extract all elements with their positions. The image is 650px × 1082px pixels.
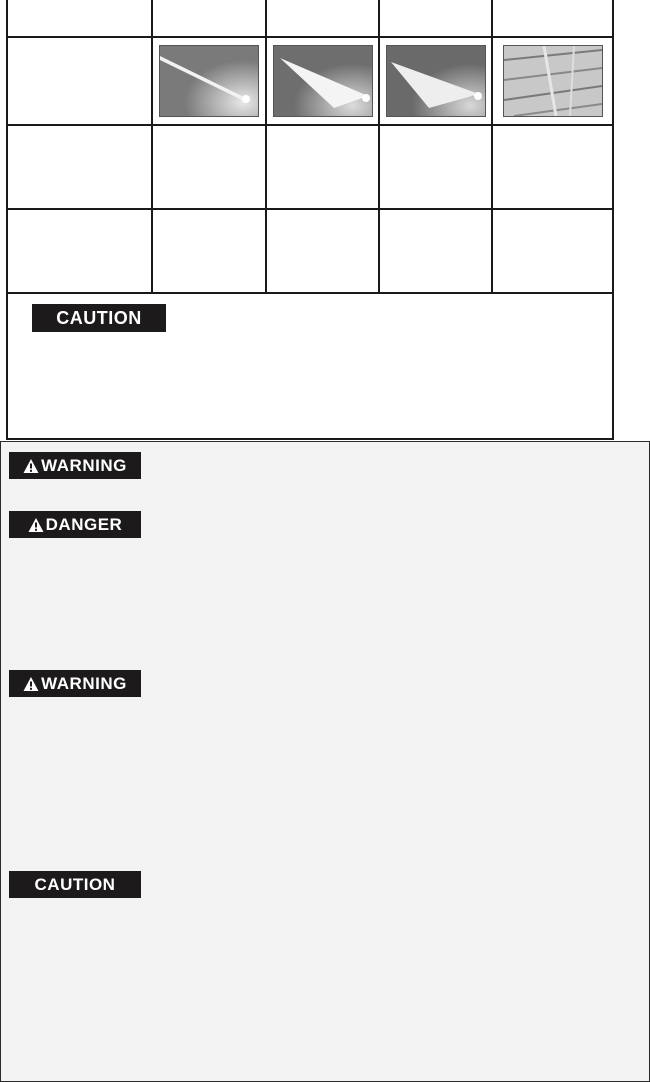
table-row-images	[7, 37, 613, 125]
table-cell	[492, 37, 613, 125]
danger-label	[9, 511, 141, 538]
caution-label	[9, 871, 141, 898]
warning-label-text: WARNING	[41, 455, 127, 475]
table-cell	[152, 209, 266, 293]
table-cell	[266, 37, 379, 125]
table-cell	[152, 125, 266, 209]
warning-label	[9, 452, 141, 479]
table-cell	[266, 209, 379, 293]
caution-cell	[7, 293, 613, 439]
warning-triangle-icon	[23, 676, 39, 692]
table-header-cell	[7, 0, 152, 37]
fan-spray-thumbnail	[273, 45, 373, 117]
table-header-cell	[266, 0, 379, 37]
table-cell	[7, 125, 152, 209]
table-cell	[492, 209, 613, 293]
caution-label-text: CAUTION	[34, 874, 116, 894]
table-cell	[7, 209, 152, 293]
warning-triangle-icon	[28, 517, 44, 533]
table-cell	[379, 125, 492, 209]
table-header-cell	[379, 0, 492, 37]
warning-label	[9, 670, 141, 697]
table-row	[7, 125, 613, 209]
caution-label: CAUTION	[32, 304, 166, 332]
table-cell	[152, 37, 266, 125]
table-header-cell	[152, 0, 266, 37]
table-cell	[266, 125, 379, 209]
table-header-row	[7, 0, 613, 37]
table-cell	[379, 209, 492, 293]
table-caution-row	[7, 293, 613, 439]
table-cell	[379, 37, 492, 125]
danger-label-text: DANGER	[45, 514, 123, 534]
table-cell	[492, 125, 613, 209]
table-row	[7, 209, 613, 293]
nozzle-spray-table	[6, 0, 614, 440]
table-cell	[7, 37, 152, 125]
table-header-cell	[492, 0, 613, 37]
wide-fan-spray-thumbnail	[386, 45, 486, 117]
warning-label-text: WARNING	[41, 673, 127, 693]
safety-notices-box	[0, 441, 650, 1082]
wood-surface-thumbnail	[503, 45, 603, 117]
warning-triangle-icon	[23, 458, 39, 474]
narrow-spray-thumbnail	[159, 45, 259, 117]
